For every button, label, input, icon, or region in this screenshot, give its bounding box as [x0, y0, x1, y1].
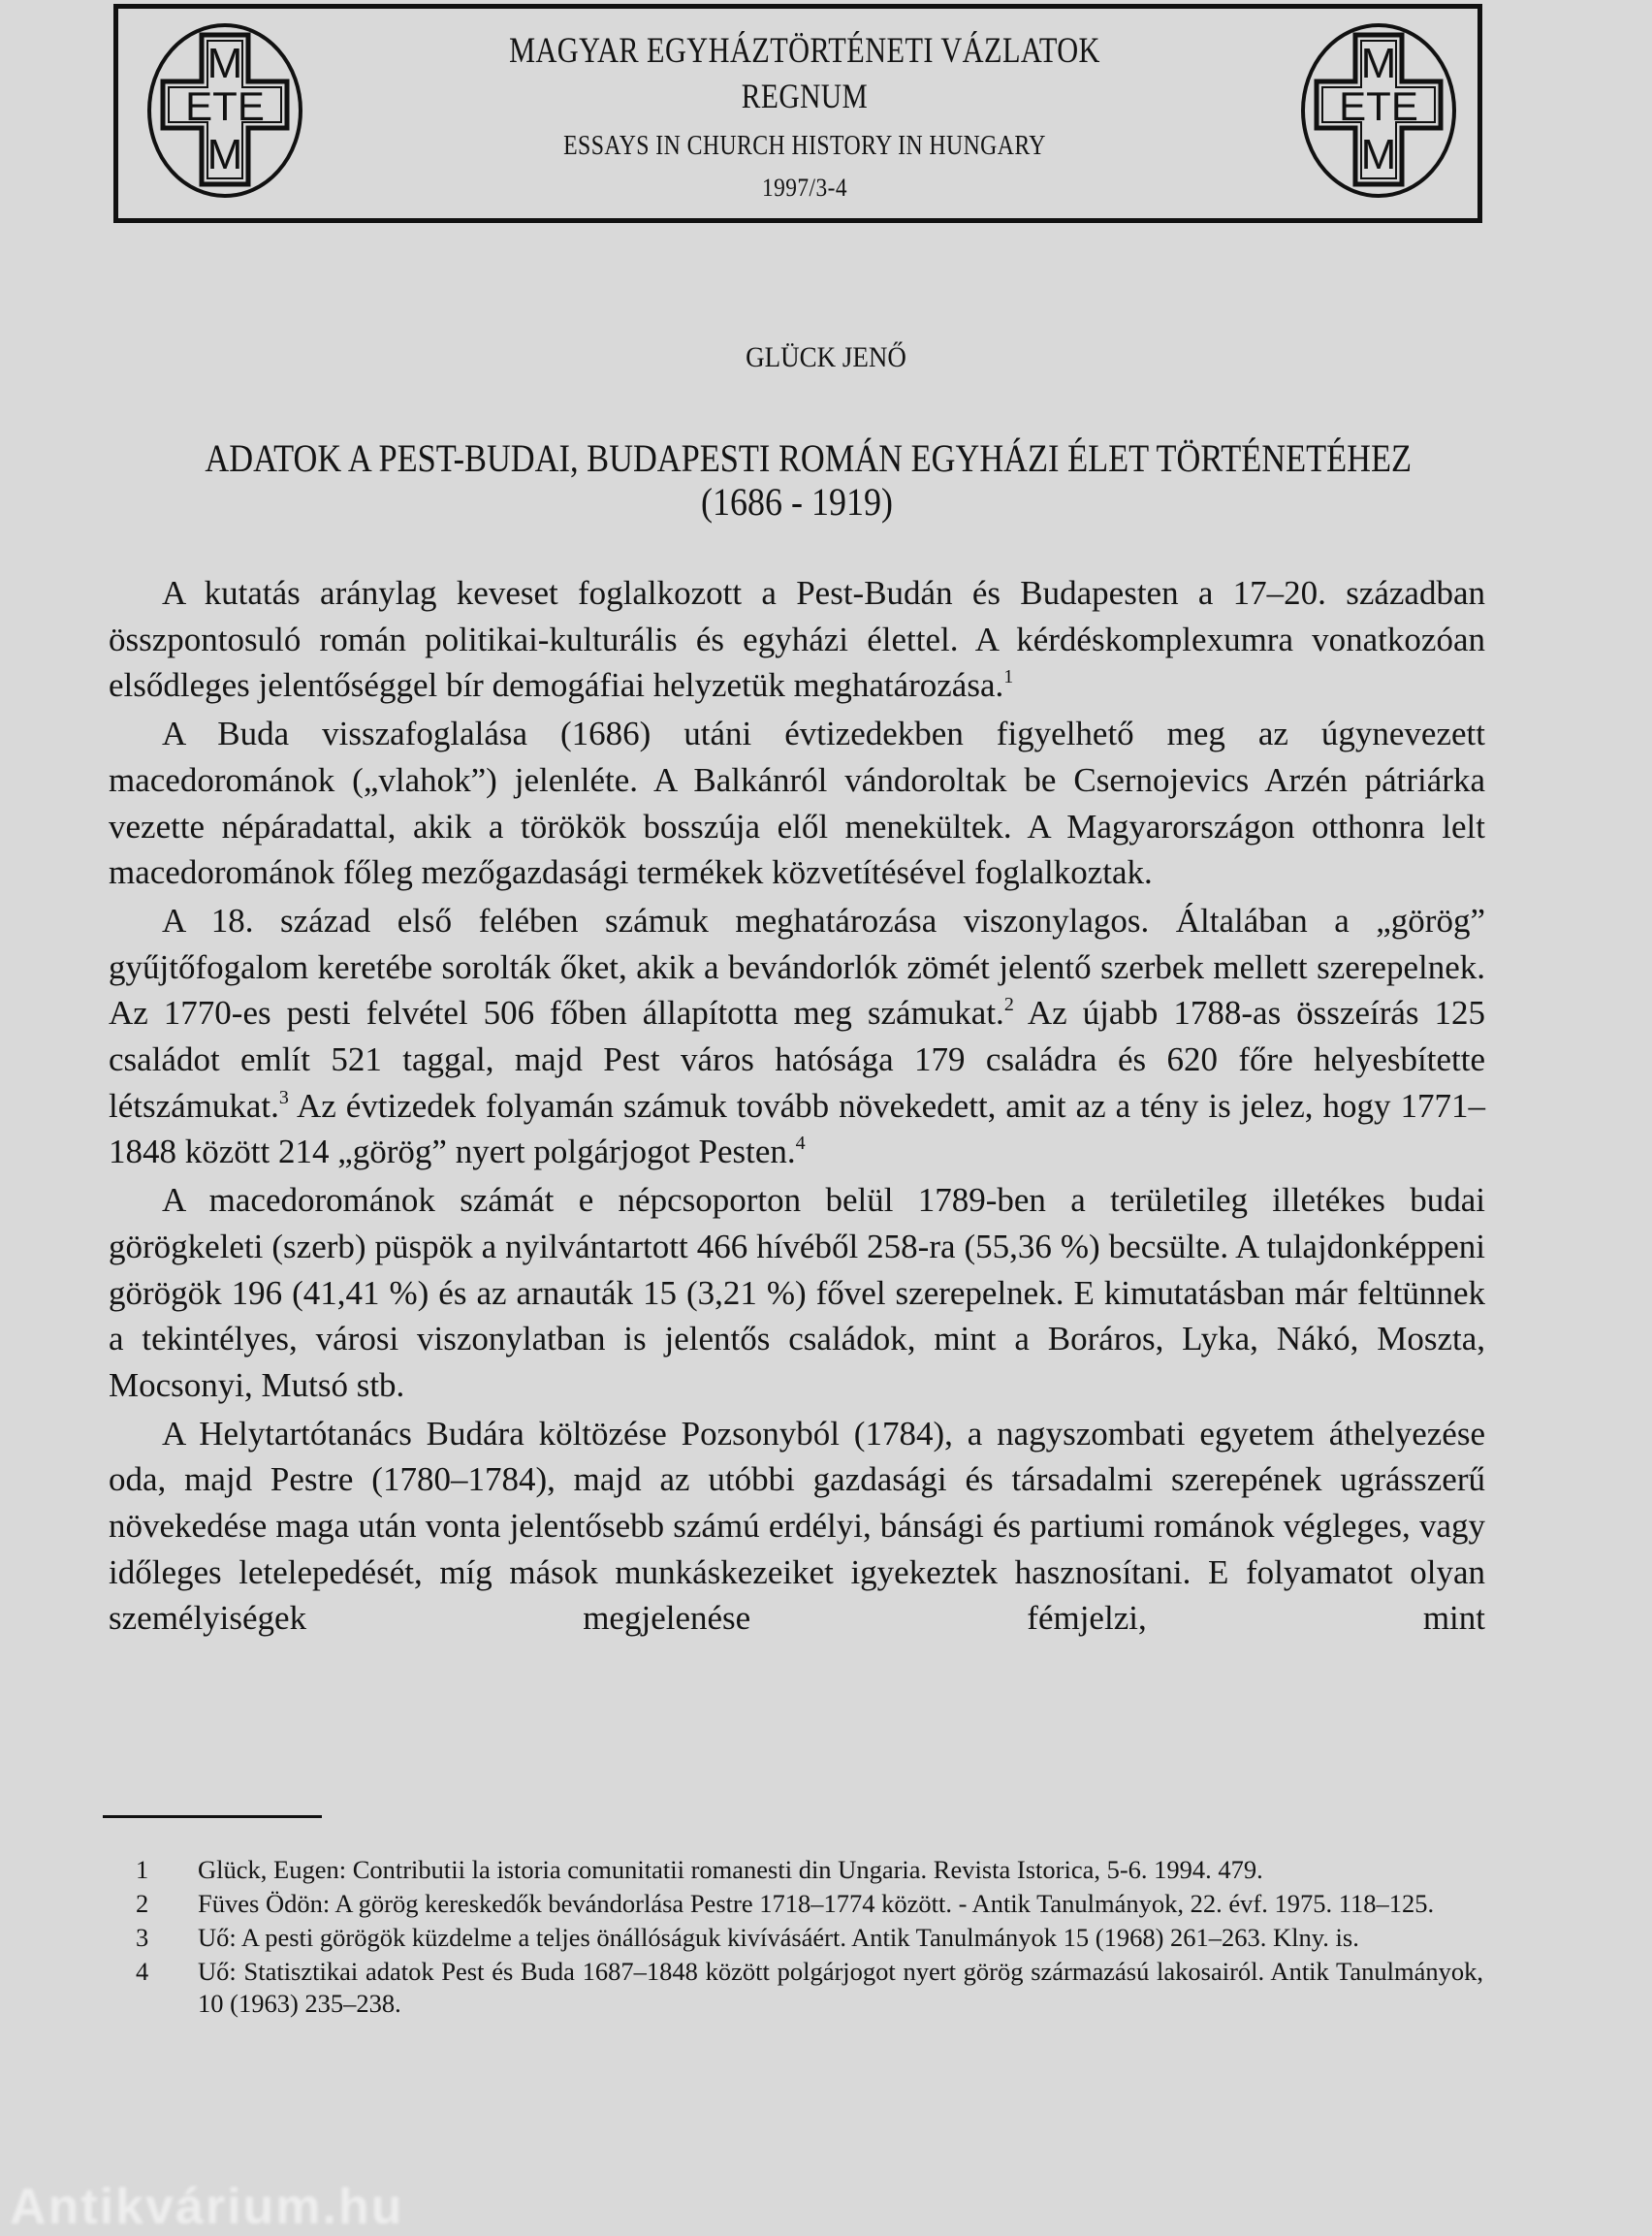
footnote-4	[136, 1956, 1483, 2020]
footnote-number: 3	[136, 1923, 149, 1952]
footnote-ref-3[interactable]: 3	[278, 1086, 289, 1108]
journal-subtitle: REGNUM	[741, 77, 869, 115]
paragraph-text: A Helytartótanács Budára költözése Pozsonyból (1784), a nagyszombati egyetem áthelyezése oda, majd Pestre (1780–1784), majd az utóbbi gazdasági és társadalmi szerepének ugrásszerű növekedése maga után vonta jelentősebb számú erdélyi, bánsági és partiumi románok végleges, vagy időleges letelepedését, míg mások munkáskezeiket igyekeztek hasznosítani. E folyamatot olyan személyiségek megjelenése fémjelzi, mint	[109, 1414, 1485, 1638]
footnote-divider	[103, 1815, 322, 1818]
article-author: GLÜCK JENŐ	[746, 341, 906, 373]
logo-left-middle-letters: ETE	[185, 83, 265, 129]
footnotes	[136, 1854, 1483, 2022]
logo-right-top-letter: M	[1360, 40, 1397, 87]
article-title	[109, 436, 1485, 524]
footnote-1	[136, 1854, 1483, 1886]
issue-number: 1997/3-4	[761, 174, 848, 202]
logo-right-middle-letters: ETE	[1339, 83, 1418, 129]
paragraph-1	[109, 570, 1485, 709]
paragraph-text: Az újabb 1788-as összeírás 125 családot említ 521 taggal, majd Pest város hatósága 179 családra és 620 főre helyesbítette létszámukat.	[109, 994, 1485, 1125]
paragraph-4	[109, 1177, 1485, 1409]
footnote-2	[136, 1888, 1483, 1920]
footnote-number: 1	[136, 1855, 149, 1884]
paragraph-3	[109, 898, 1485, 1175]
paragraph-5	[109, 1411, 1485, 1643]
watermark: Antikvárium.hu	[10, 2179, 404, 2235]
footnote-3	[136, 1922, 1483, 1954]
footnote-ref-2[interactable]: 2	[1003, 994, 1014, 1016]
paragraph-text: A Buda visszafoglalása (1686) utáni évtizedekben figyelhető meg az úgynevezett macedorománok („vlahok”) jelenléte. A Balkánról vándoroltak be Csernojevics Arzén pátriárka vezette népáradattal, akik a törökök bosszúja elől menekültek. A Magyarországon otthonra lelt macedorománok főleg mezőgazdasági termékek közvetítésével foglalkoztak.	[109, 715, 1485, 892]
paragraph-2	[109, 711, 1485, 896]
journal-english-title: ESSAYS IN CHURCH HISTORY IN HUNGARY	[563, 130, 1046, 161]
footnote-text: Glück, Eugen: Contributii la istoria comunitatii romanesti din Ungaria. Revista Istorica, 5-6. 1994. 479.	[198, 1855, 1263, 1884]
logo-right-bottom-letter: M	[1360, 131, 1397, 178]
journal-header-text	[320, 29, 1289, 209]
footnote-number: 4	[136, 1957, 149, 1986]
paragraph-text: A 18. század első felében számuk meghatározása viszonylagos. Általában a „görög” gyűjtőfogalom keretébe sorolták őket, akik a bevándorlók zömét jelentő szerbek mellett szerepelnek. Az 1770-es pesti felvétel 506 főben állapította meg számukat.	[109, 901, 1485, 1033]
footnote-text: Füves Ödön: A görög kereskedők bevándorlása Pestre 1718–1774 között. - Antik Tanulmányok, 22. évf. 1975. 118–125.	[198, 1889, 1435, 1918]
mete-cross-logo-left	[145, 21, 304, 200]
mete-cross-logo-right	[1299, 21, 1458, 200]
journal-title: MAGYAR EGYHÁZTÖRTÉNETI VÁZLATOK	[509, 31, 1100, 71]
paragraph-text: A macedorománok számát e népcsoporton belül 1789-ben a területileg illetékes budai görögkeleti (szerb) püspök a nyilvántartott 466 hívéből 258-ra (55,36 %) becsülte. A tulajdonképpeni görögök 196 (41,41 %) és az arnauták 15 (3,21 %) fővel szerepelnek. E kimutatásban már feltünnek a tekintélyes, városi viszonylatban is jelentős családok, mint a Boráros, Lyka, Nákó, Moszta, Mocsonyi, Mutsó stb.	[109, 1181, 1485, 1404]
paragraph-text: Az évtizedek folyamán számuk tovább növekedett, amit az a tény is jelez, hogy 1771–1848 között 214 „görög” nyert polgárjogot Pesten.	[109, 1086, 1485, 1171]
footnote-ref-4[interactable]: 4	[795, 1133, 806, 1155]
article-title-line-1: ADATOK A PEST-BUDAI, BUDAPESTI ROMÁN EGYHÁZI ÉLET TÖRTÉNETÉHEZ	[205, 436, 1413, 480]
article-body	[109, 570, 1485, 1644]
logo-left-bottom-letter: M	[206, 131, 243, 178]
footnote-ref-1[interactable]: 1	[1003, 666, 1014, 688]
footnote-number: 2	[136, 1889, 149, 1918]
footnote-text: Uő: A pesti görögök küzdelme a teljes önállóságuk kivívásáért. Antik Tanulmányok 15 (1968) 261–263. Klny. is.	[198, 1923, 1359, 1952]
footnote-text: Uő: Statisztikai adatok Pest és Buda 1687–1848 között polgárjogot nyert görög származású lakosairól. Antik Tanulmányok, 10 (1963) 235–238.	[198, 1957, 1483, 2018]
paragraph-text: A kutatás aránylag keveset foglalkozott a Pest-Budán és Budapesten a 17–20. században összpontosuló román politikai-kulturális és egyházi élettel. A kérdéskomplexumra vonatkozóan elsődleges jelentőséggel bír demogáfiai helyzetük meghatározása.	[109, 574, 1485, 705]
article-title-years: (1686 - 1919)	[701, 480, 893, 524]
logo-left-top-letter: M	[206, 40, 243, 87]
